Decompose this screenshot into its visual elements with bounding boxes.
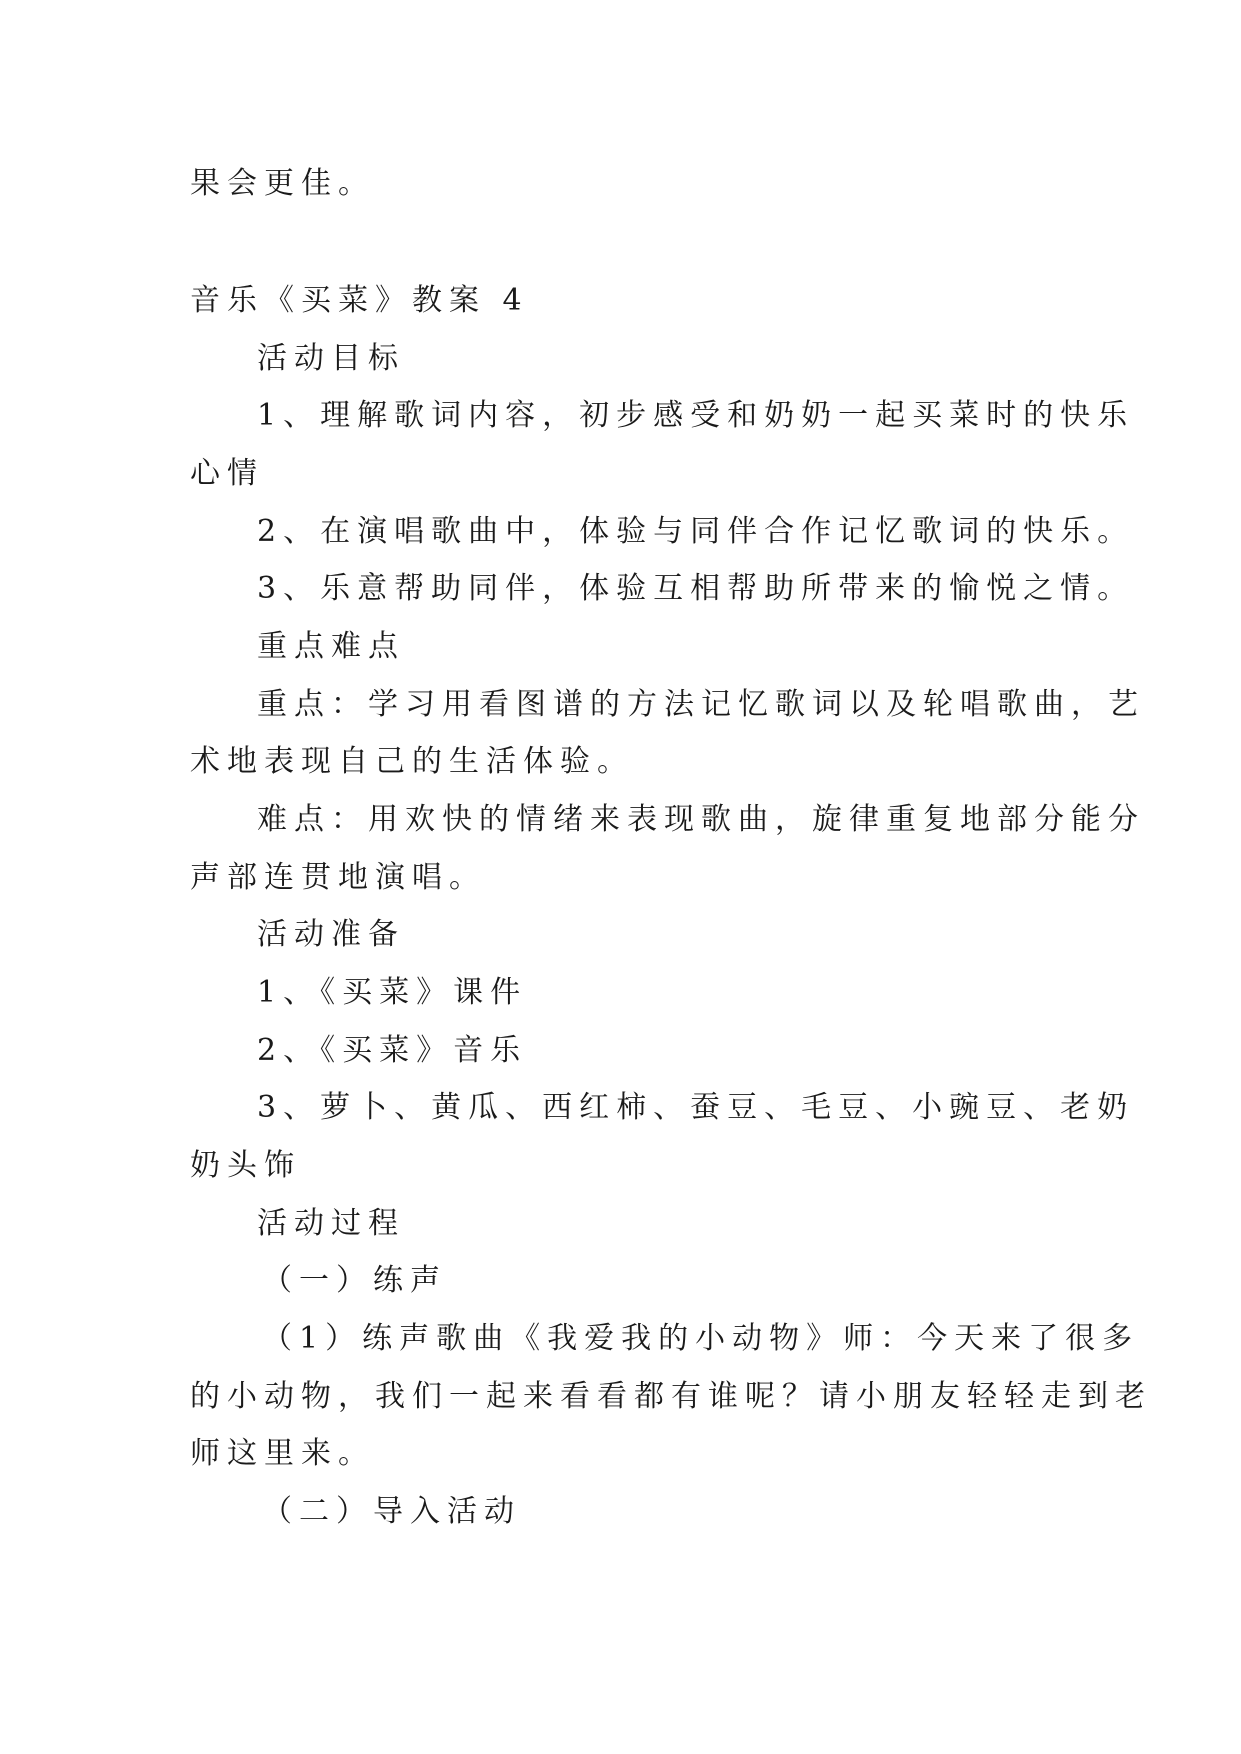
goal-1-line-1: 1、理解歌词内容，初步感受和奶奶一起买菜时的快乐 (257, 398, 1135, 433)
process-step-1-line-1: （1）练声歌曲《我爱我的小动物》师：今天来了很多 (262, 1321, 1140, 1356)
process-step-1-line-2: 的小动物，我们一起来看看都有谁呢？请小朋友轻轻走到老 (190, 1379, 1152, 1414)
preparation-item-3-line-1: 3、萝卜、黄瓜、西红柿、蚕豆、毛豆、小豌豆、老奶 (257, 1090, 1135, 1125)
key-point-line-2: 术地表现自己的生活体验。 (190, 744, 634, 779)
key-point-line-1: 重点：学习用看图谱的方法记忆歌词以及轮唱歌曲，艺 (257, 687, 1145, 722)
heading-preparation: 活动准备 (257, 917, 405, 952)
difficulty-line-2: 声部连贯地演唱。 (190, 860, 486, 895)
process-step-2-heading: （二）导入活动 (262, 1494, 521, 1529)
section-title: 音乐《买菜》教案 4 (190, 283, 529, 318)
process-step-1-heading: （一）练声 (262, 1263, 447, 1298)
heading-process: 活动过程 (257, 1206, 405, 1241)
preparation-item-1: 1、《买菜》课件 (257, 975, 528, 1010)
difficulty-line-1: 难点：用欢快的情绪来表现歌曲，旋律重复地部分能分 (257, 802, 1145, 837)
process-step-1-line-3: 师这里来。 (190, 1436, 375, 1471)
paragraph-continuation: 果会更佳。 (190, 166, 375, 201)
goal-1-line-2: 心情 (190, 456, 264, 491)
heading-key-points: 重点难点 (257, 629, 405, 664)
preparation-item-2: 2、《买菜》音乐 (257, 1033, 528, 1068)
goal-3: 3、乐意帮助同伴，体验互相帮助所带来的愉悦之情。 (257, 571, 1135, 606)
heading-activity-goals: 活动目标 (257, 341, 405, 376)
preparation-item-3-line-2: 奶头饰 (190, 1148, 301, 1183)
goal-2: 2、在演唱歌曲中，体验与同伴合作记忆歌词的快乐。 (257, 514, 1135, 549)
